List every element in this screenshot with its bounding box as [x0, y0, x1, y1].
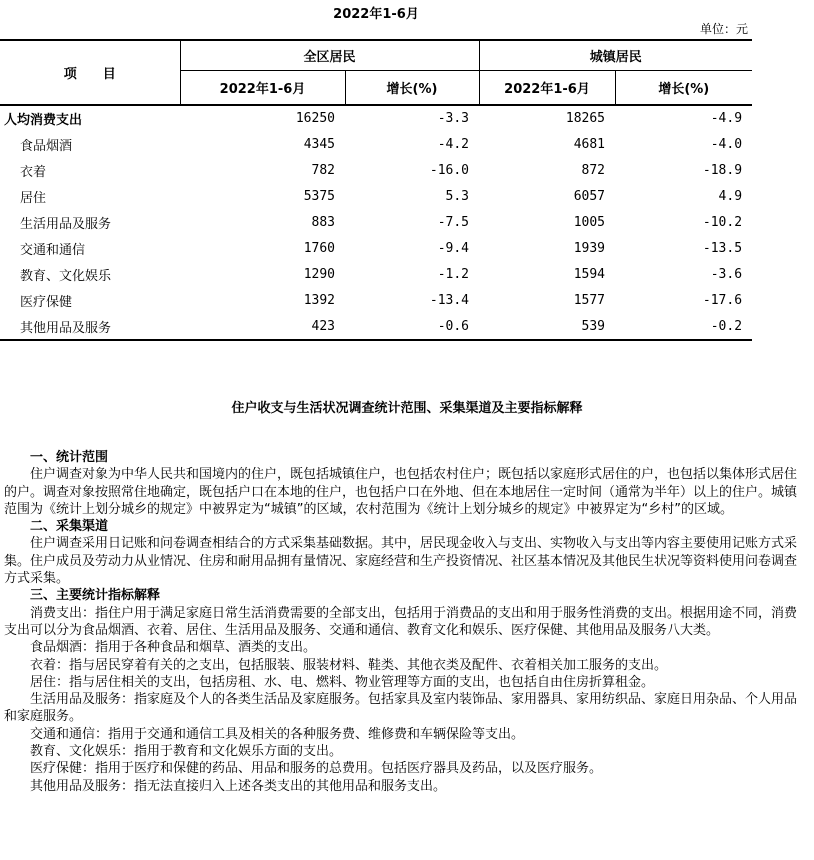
all-value: 1760 — [303, 240, 335, 256]
urban-growth: -13.5 — [702, 240, 743, 256]
urban-value: 1577 — [573, 292, 606, 308]
item-column-header: 项 目 — [0, 40, 180, 105]
urban-growth: -0.2 — [710, 318, 743, 334]
all-value: 5375 — [303, 189, 335, 205]
all-value: 1392 — [303, 292, 335, 308]
period-title: 2022年1-6月 — [333, 7, 419, 22]
all-growth: -1.2 — [437, 266, 470, 282]
table-row — [0, 261, 752, 287]
row-label: 医疗保健 — [20, 294, 73, 310]
section-heading-scope: 一、统计范围 — [30, 450, 109, 465]
group-header-all: 全区居民 — [180, 40, 479, 71]
all-growth: -3.3 — [437, 111, 470, 127]
urban-value: 1939 — [573, 240, 606, 256]
paragraph: 居住：指与居住相关的支出，包括房租、水、电、燃料、物业管理等方面的支出，也包括自由住房折算租金。 — [30, 674, 655, 690]
all-growth: -9.4 — [437, 240, 470, 256]
sub-header-urban-growth: 增长(%) — [615, 71, 752, 106]
urban-growth: -10.2 — [702, 215, 743, 230]
urban-growth: -18.9 — [702, 163, 743, 179]
table-row — [0, 313, 752, 340]
urban-value: 4681 — [573, 137, 606, 153]
row-label: 教育、文化娱乐 — [20, 268, 112, 284]
row-label: 其他用品及服务 — [20, 320, 112, 336]
row-label: 衣着 — [20, 165, 47, 181]
table-row — [0, 210, 752, 236]
paragraph: 消费支出：指住户用于满足家庭日常生活消费需要的全部支出，包括用于消费品的支出和用于服务性消费的支出。根据用途不同，消费支出可以分为食品烟酒、衣着、居住、生活用品及服务、交通和通信、教育文化和娱乐、医疗保健、其他用品及服务八大类。 — [4, 605, 798, 638]
sub-header-all-growth: 增长(%) — [345, 71, 479, 106]
unit-label: 单位：元 — [699, 22, 748, 36]
all-value: 16250 — [295, 111, 335, 127]
urban-growth: 4.9 — [718, 189, 743, 205]
all-growth: -4.2 — [437, 137, 470, 153]
row-label: 交通和通信 — [20, 242, 86, 258]
all-value: 1290 — [303, 266, 335, 282]
section-heading-indicators: 三、主要统计指标解释 — [30, 588, 161, 604]
notes-title: 住户收支与生活状况调查统计范围、采集渠道及主要指标解释 — [231, 401, 583, 416]
paragraph: 其他用品及服务：指无法直接归入上述各类支出的其他用品和服务支出。 — [30, 778, 447, 794]
section-heading-channels: 二、采集渠道 — [30, 519, 109, 535]
paragraph: 住户调查对象为中华人民共和国境内的住户，既包括城镇住户，也包括农村住户；既包括以家庭形式居住的户，也包括以集体形式居住的户。调查对象按照常住地确定，既包括户口在本地的住户，也包括户口在外地、但在本地居住一定时间（通常为半年）以上的住户。城镇范围为《统计上划分城乡的规定》中被界定为“城镇”的区域，农村范围为《统计上划分城乡的规定》中被界定为“乡村”的区域。 — [4, 467, 798, 517]
all-growth: -16.0 — [429, 163, 470, 179]
urban-value: 539 — [581, 318, 606, 334]
row-label: 食品烟酒 — [20, 139, 73, 155]
urban-value: 18265 — [565, 111, 606, 127]
sub-header-all-period: 2022年1-6月 — [219, 82, 306, 97]
all-value: 4345 — [303, 137, 335, 153]
all-growth: -13.4 — [429, 292, 470, 308]
urban-growth: -17.6 — [702, 292, 743, 308]
urban-value: 1594 — [573, 266, 606, 282]
all-value: 782 — [311, 163, 335, 179]
sub-header-urban-period: 2022年1-6月 — [479, 71, 615, 106]
table-row — [0, 132, 752, 158]
paragraph: 医疗保健：指用于医疗和保健的药品、用品和服务的总费用。包括医疗器具及药品，以及医疗服务。 — [30, 761, 603, 777]
urban-value: 6057 — [573, 189, 606, 205]
consumption-table — [0, 39, 752, 341]
all-growth: -0.6 — [437, 318, 470, 334]
table-row — [0, 158, 752, 184]
row-label: 生活用品及服务 — [20, 217, 112, 232]
paragraph: 教育、文化娱乐：指用于教育和文化娱乐方面的支出。 — [30, 744, 343, 760]
all-growth: -7.5 — [437, 215, 470, 230]
group-header-urban: 城镇居民 — [479, 40, 752, 71]
urban-growth: -4.9 — [710, 111, 743, 127]
urban-value: 1005 — [573, 215, 606, 230]
table-row — [0, 105, 752, 132]
table-row — [0, 235, 752, 261]
urban-growth: -4.0 — [710, 137, 743, 153]
all-value: 423 — [311, 318, 335, 334]
all-value: 883 — [311, 215, 335, 230]
paragraph: 住户调查采用日记账和问卷调查相结合的方式采集基础数据。其中，居民现金收入与支出、实物收入与支出等内容主要使用记账方式采集。住户成员及劳动力从业情况、住房和耐用品拥有量情况、家庭经营和生产投资情况、社区基本情况及其他民生状况等资料使用问卷调查方式采集。 — [4, 536, 798, 587]
urban-growth: -3.6 — [710, 266, 743, 282]
all-growth: 5.3 — [445, 189, 470, 205]
paragraph: 食品烟酒：指用于各种食品和烟草、酒类的支出。 — [30, 640, 317, 656]
paragraph: 生活用品及服务：指家庭及个人的各类生活品及家庭服务。包括家具及室内装饰品、家用器具、家用纺织品、家庭日用杂品、个人用品和家庭服务。 — [4, 692, 798, 725]
notes-body — [4, 449, 804, 795]
urban-value: 872 — [581, 163, 606, 179]
row-label: 居住 — [20, 191, 47, 207]
table-row — [0, 287, 752, 313]
row-label: 人均消费支出 — [4, 113, 83, 129]
paragraph: 衣着：指与居民穿着有关的之支出，包括服装、服装材料、鞋类、其他衣类及配件、衣着相关加工服务的支出。 — [30, 657, 668, 673]
paragraph: 交通和通信：指用于交通和通信工具及相关的各种服务费、维修费和车辆保险等支出。 — [30, 726, 525, 742]
table-row — [0, 184, 752, 210]
